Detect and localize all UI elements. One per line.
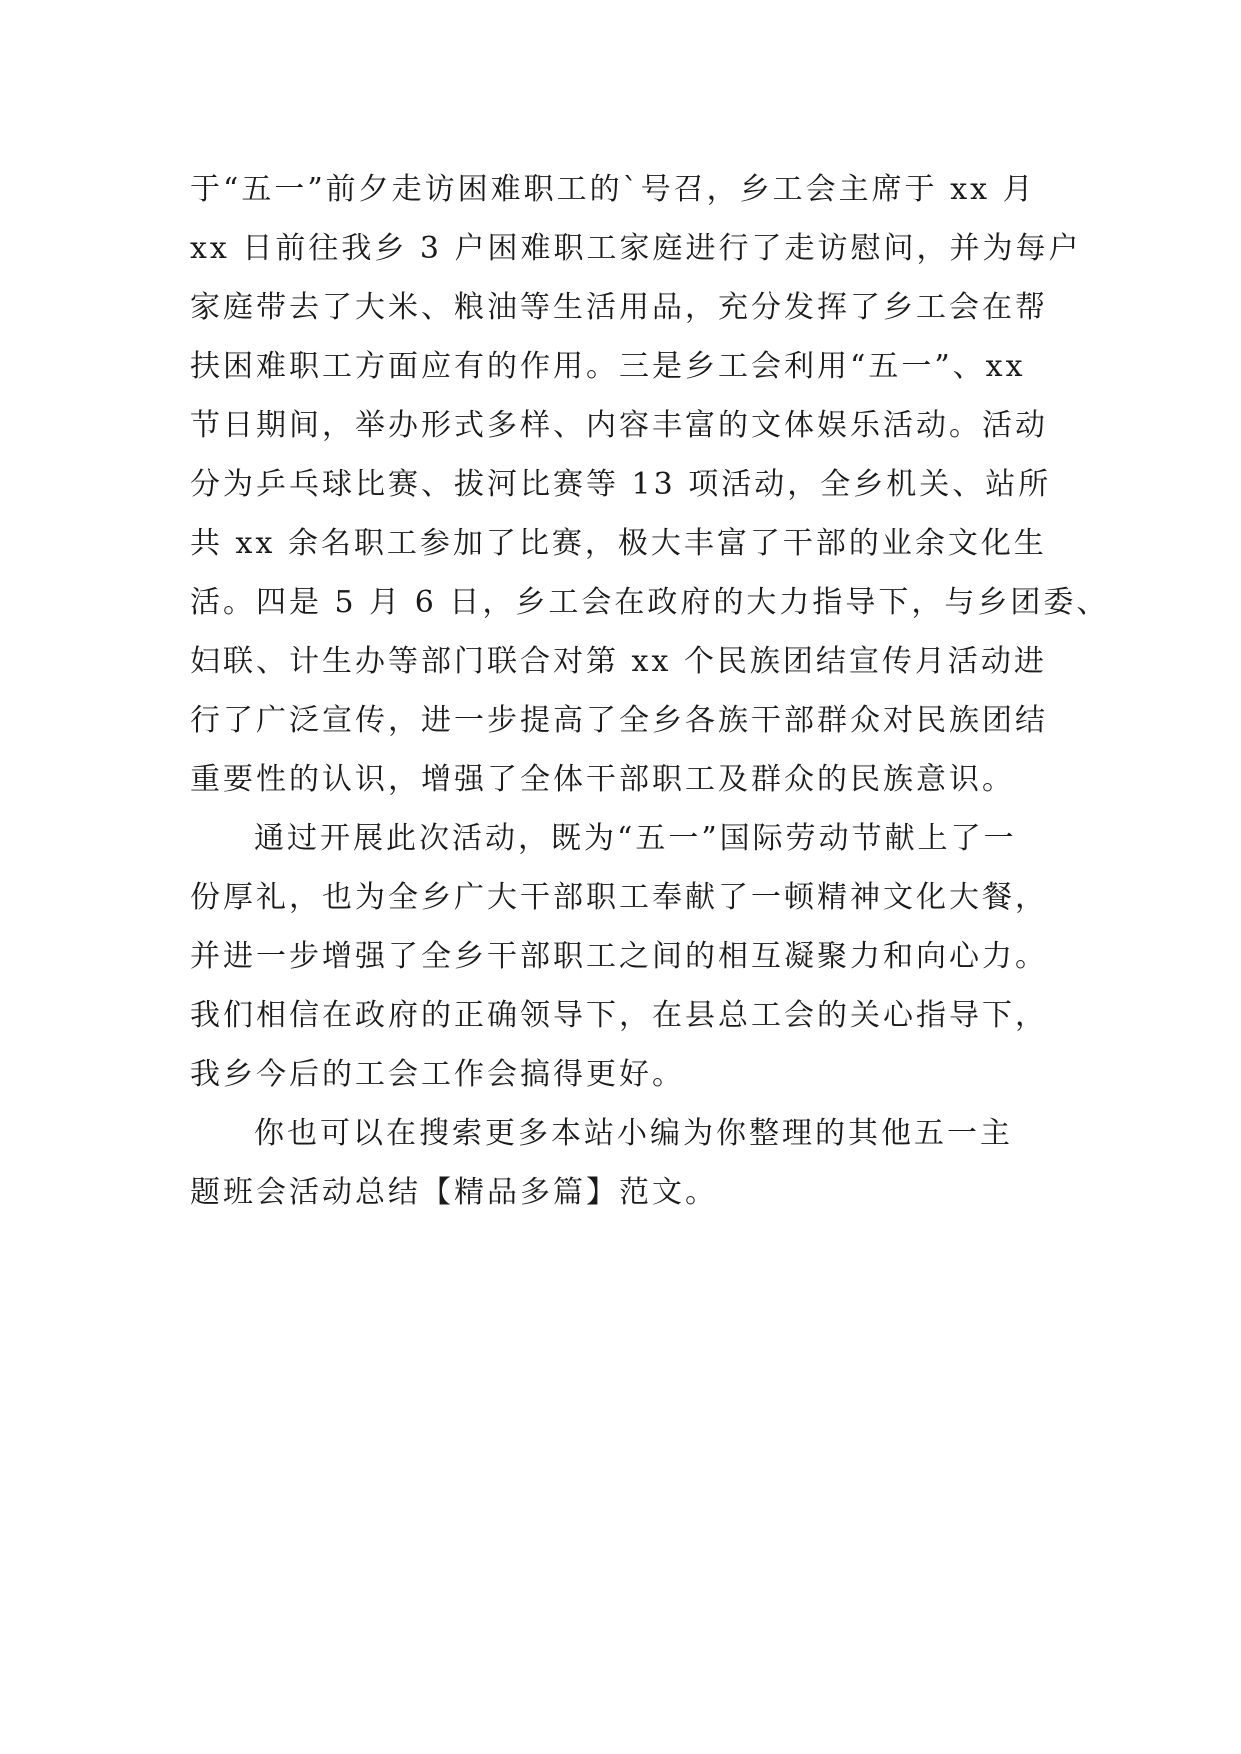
text-line: 分为乒乓球比赛、拔河比赛等 13 项活动，全乡机关、站所: [190, 467, 1052, 502]
text-line: 我乡今后的工会工作会搞得更好。: [190, 1057, 685, 1092]
text-line: 节日期间，举办形式多样、内容丰富的文体娱乐活动。活动: [190, 408, 1048, 443]
text-line: 于“五一”前夕走访困难职工的`号召，乡工会主席于 xx 月: [190, 172, 1036, 207]
text-line: 我们相信在政府的正确领导下，在县总工会的关心指导下，: [190, 998, 1048, 1033]
text-line: 份厚礼，也为全乡广大干部职工奉献了一顿精神文化大餐，: [190, 880, 1048, 915]
text-line: 行了广泛宣传，进一步提高了全乡各族干部群众对民族团结: [190, 703, 1048, 738]
text-line: xx 日前往我乡 3 户困难职工家庭进行了走访慰问，并为每户: [190, 231, 1082, 266]
text-line: 活。四是 5 月 6 日，乡工会在政府的大力指导下，与乡团委、: [190, 585, 1110, 620]
text-line: 你也可以在搜索更多本站小编为你整理的其他五一主: [254, 1116, 1013, 1151]
text-line: 并进一步增强了全乡干部职工之间的相互凝聚力和向心力。: [190, 939, 1048, 974]
document-body: [190, 160, 1110, 1222]
text-line: 家庭带去了大米、粮油等生活用品，充分发挥了乡工会在帮: [190, 290, 1048, 325]
text-line: 共 xx 余名职工参加了比赛，极大丰富了干部的业余文化生: [190, 526, 1047, 561]
paragraph: [190, 809, 1050, 1104]
paragraph: [190, 160, 1110, 809]
paragraph: [190, 1104, 1050, 1222]
text-line: 扶困难职工方面应有的作用。三是乡工会利用“五一”、xx: [190, 349, 1026, 384]
text-line: 妇联、计生办等部门联合对第 xx 个民族团结宣传月活动进: [190, 644, 1047, 679]
text-line: 通过开展此次活动，既为“五一”国际劳动节献上了一: [254, 821, 1017, 856]
text-line: 重要性的认识，增强了全体干部职工及群众的民族意识。: [190, 762, 1015, 797]
text-line: 题班会活动总结【精品多篇】范文。: [190, 1175, 718, 1210]
